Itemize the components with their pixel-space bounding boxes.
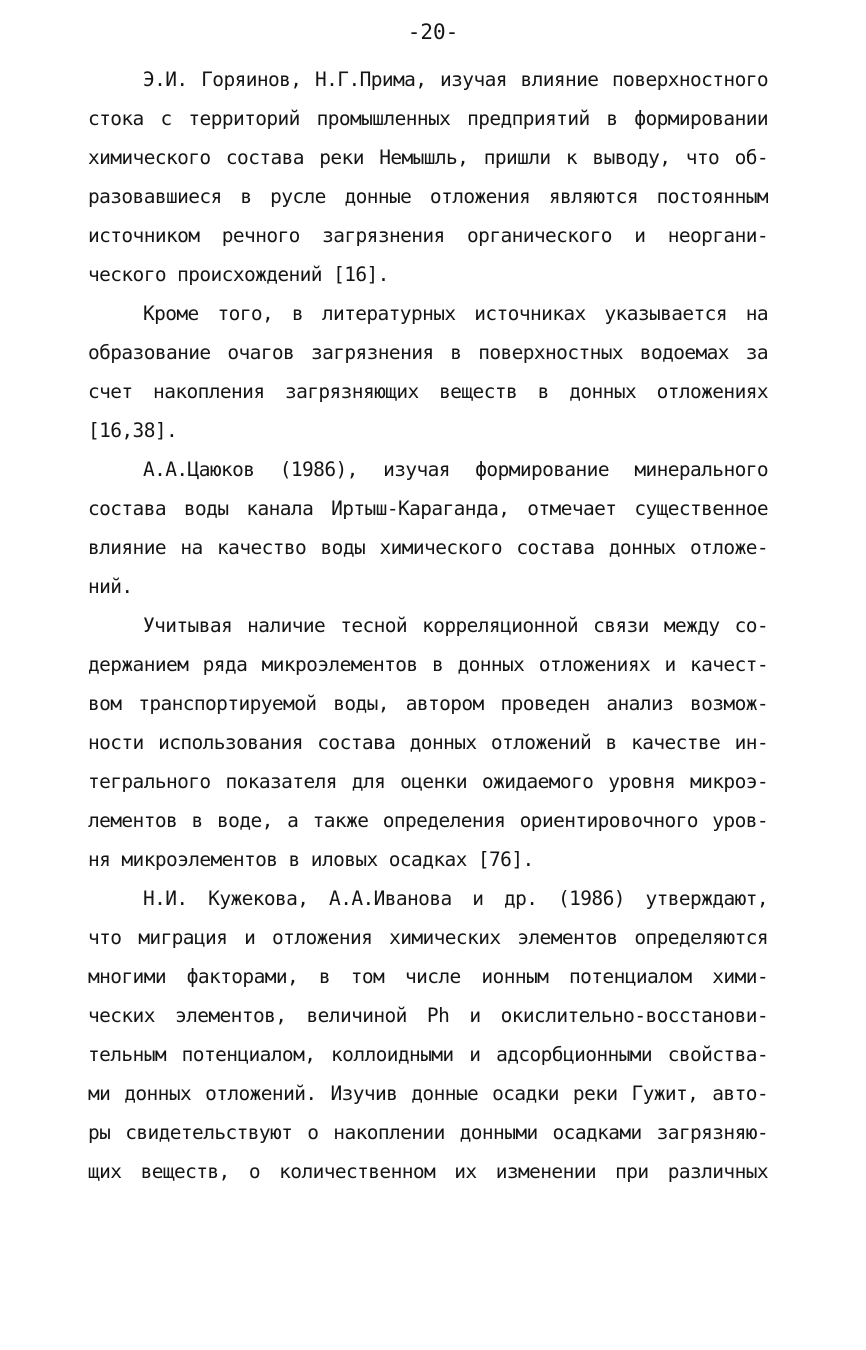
text-line: Учитывая наличие тесной корреляционной связи между со-: [143, 614, 768, 637]
page-number: -20-: [407, 20, 459, 44]
text-line: источником речного загрязнения органического и неоргани-: [88, 224, 768, 247]
text-line: вом транспортируемой воды, автором проведен анализ возмож-: [88, 692, 768, 715]
text-line: А.А.Цаюков (1986), изучая формирование минерального: [143, 458, 768, 481]
text-line: тегрального показателя для оценки ожидаемого уровня микроэ-: [88, 770, 768, 793]
text-line: ня микроэлементов в иловых осадках [76].: [88, 848, 534, 871]
text-line: ческого происхождений [16].: [88, 263, 389, 286]
paragraph-goryainov: [88, 60, 768, 294]
text-line: Кроме того, в литературных источниках указывается на: [143, 302, 768, 325]
paragraph-tsayukov: [88, 450, 768, 606]
text-line: счет накопления загрязняющих веществ в донных отложениях: [88, 380, 768, 403]
text-line: держанием ряда микроэлементов в донных отложениях и качест-: [88, 653, 768, 676]
text-line: тельным потенциалом, коллоидными и адсорбционными свойства-: [88, 1043, 768, 1066]
text-line: лементов в воде, а также определения ориентировочного уров-: [88, 809, 768, 832]
text-line: щих веществ, о количественном их изменении при различных: [88, 1160, 768, 1183]
text-line: состава воды канала Иртыш-Караганда, отмечает существенное: [88, 497, 768, 520]
text-line: [16,38].: [88, 419, 178, 442]
text-line: разовавшиеся в русле донные отложения являются постоянным: [88, 185, 768, 208]
text-line: ний.: [88, 575, 133, 598]
text-line: что миграция и отложения химических элементов определяются: [88, 926, 768, 949]
paragraph-correlation: [88, 606, 768, 879]
text-line: ми донных отложений. Изучив донные осадки реки Гужит, авто-: [88, 1082, 768, 1105]
text-line: ческих элементов, величиной Ph и окислительно-восстанови-: [88, 1004, 768, 1027]
document-body: [88, 60, 768, 1191]
text-line: многими факторами, в том числе ионным потенциалом хими-: [88, 965, 768, 988]
text-line: ности использования состава донных отложений в качестве ин-: [88, 731, 768, 754]
text-line: образование очагов загрязнения в поверхностных водоемах за: [88, 341, 768, 364]
text-line: влияние на качество воды химического состава донных отложе-: [88, 536, 768, 559]
paragraph-literature: [88, 294, 768, 450]
text-line: стока с территорий промышленных предприятий в формировании: [88, 107, 768, 130]
paragraph-kuzhekova: [88, 879, 768, 1191]
text-line: Э.И. Горяинов, Н.Г.Прима, изучая влияние поверхностного: [143, 68, 768, 91]
text-line: Н.И. Кужекова, А.А.Иванова и др. (1986) утверждают,: [143, 887, 768, 910]
text-line: ры свидетельствуют о накоплении донными осадками загрязняю-: [88, 1121, 768, 1144]
text-line: химического состава реки Немышль, пришли к выводу, что об-: [88, 146, 768, 169]
